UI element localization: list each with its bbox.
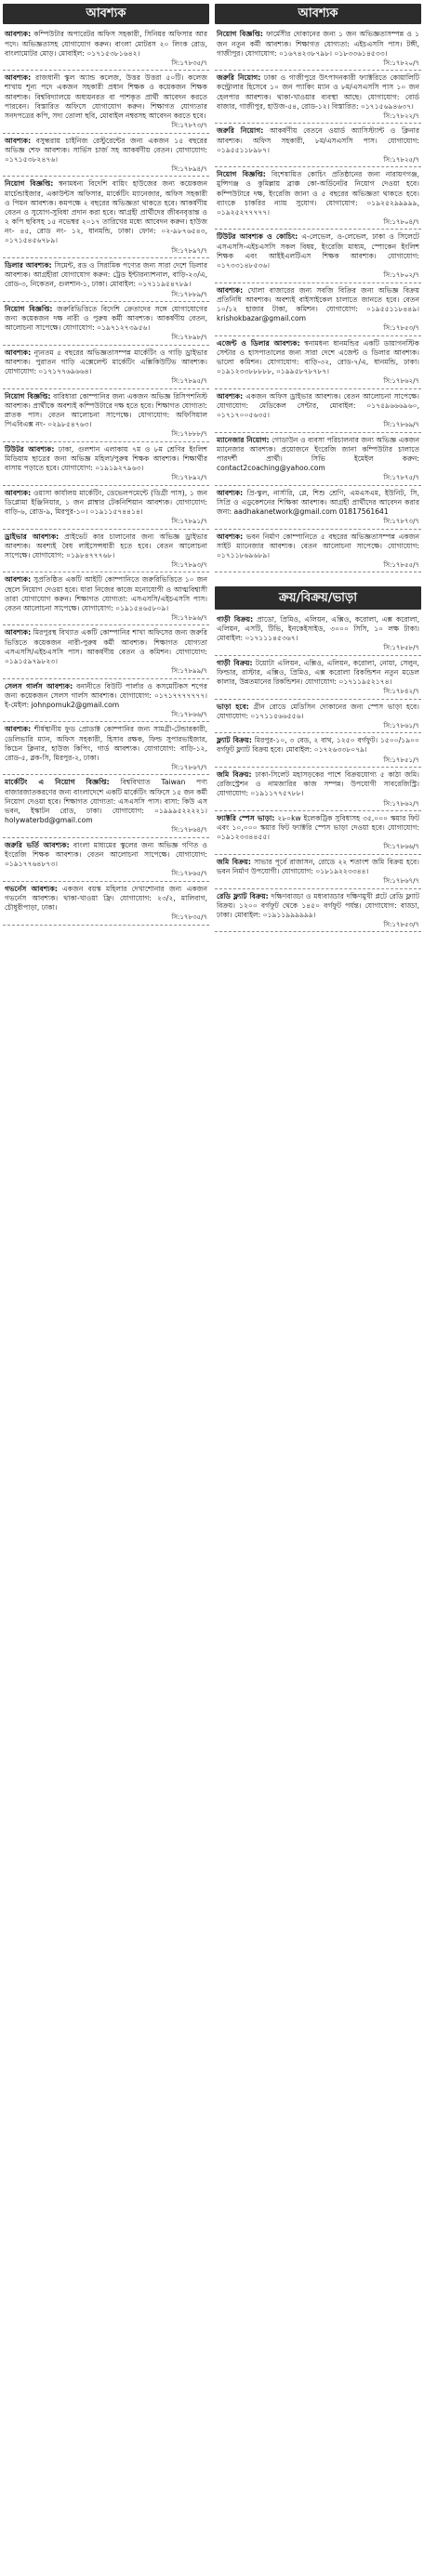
- ad-body: স্বনামধন্য ধানমন্ডির একটি ডায়াগনস্টিক সেন্টার ও হাসপাতালের জন্য সারা দেশে এজেন্ট ও ডিলার আবশ্যক। ভালো কমিশন। যোগাযোগ: বাড়ি-৩২, রোড-৭/এ, ধানমন্ডি, ঢাকা। ০১৯১২৩৩৮৮৮৮৮, ০১৯৯৫৮৭৮৭৮৭।: [217, 338, 419, 376]
- ad-code: সি:১৭৮৬৪/৭: [171, 826, 207, 835]
- ad-separator: [215, 655, 421, 656]
- classified-ad: [215, 613, 421, 654]
- left-column: [3, 4, 209, 2572]
- classified-ad: [3, 883, 209, 924]
- buy-sell-rent-header: ক্রয়/বিক্রয়/ভাড়া: [215, 586, 421, 609]
- ad-body: প্রাডো, প্রিমিও, এলিয়ন, এক্সিও, করোলা, এক্স করোলা, এলিয়ন, এসটি, টিভি, ইনকেইসাইড, ৩০০০ সিসি, ১০ লক্ষ টাকা। মোবাইল: ০১৭১১১৪৫৩৬৭।: [217, 614, 419, 643]
- classified-ad: [215, 284, 421, 335]
- ad-code: সি:১৭৮৫১/৭: [383, 756, 419, 764]
- ad-body: বিশ্ববিখ্যাত Taiwan পণ্য বাজারজাতকরণের জন্য বাংলাদেশে একটি মার্কেটিং অফিসে ১৫ জন কর্মী নিয়োগ দেওয়া হবে। শিক্ষাগত যোগ্যতা: এসএসসি পাস। বাসা: কিউ এস ভবন, ইস্কাটন রোড, ঢাকা। যোগাযোগ: ০১৯৯৯৫২২২২১। holywaterbd@gmail.com: [5, 778, 207, 825]
- ad-code: সি:১৭৮৬৭/৭: [383, 877, 419, 886]
- classified-ad: [215, 28, 421, 69]
- classified-ad: [215, 487, 421, 528]
- ad-heading: ড্রাইভার আবশ্যক:: [5, 532, 60, 541]
- ad-code: সি:১৭৮৬৬/৭: [171, 711, 207, 719]
- ad-separator: [215, 388, 421, 389]
- ad-code: সি:১৭৮৯৮/৭: [171, 334, 207, 342]
- classified-ad: [3, 135, 209, 176]
- classified-ad: [215, 125, 421, 165]
- ad-body: এ-লেভেল, ও-লেভেল, ঢাকা ও সিলেটে এসএসসি-এইচএসসি সকল বিষয়, ইংরেজি মাধ্যম, স্পোকেন ইংলিশ শিক্ষক এবং আইইএলটিএস শিক্ষক আবশ্যক। যোগাযোগ: ০১৭৩৩১৪৮৫৩৬।: [217, 232, 420, 269]
- ad-heading: জরুরি নিয়োগ:: [217, 73, 261, 83]
- classified-ad: [3, 723, 209, 773]
- ad-body: জরুরিভিত্তিতে বিদেশি ক্রেতাদের সঙ্গে যোগাযোগের জন্য কয়েকজন দক্ষ নারী ও পুরুষ কর্মী আবশ্যক। আকর্ষণীয় বেতন, আলোচনা সাপেক্ষে। যোগাযোগ: ০১৯৭১২৭৩৯৫৬।: [5, 304, 207, 333]
- ad-heading: ফ্ল্যাট বিক্রয়:: [217, 736, 252, 745]
- left-section-header: আবশ্যক: [3, 4, 209, 24]
- ad-separator: [3, 485, 209, 486]
- ad-separator: [215, 335, 421, 336]
- classified-ad: [3, 347, 209, 388]
- ad-body: ফার্মেসীর দোকানের জন্য ১ জন অভিজ্ঞতাসম্পন্ন ও ১ জন নতুন কর্মী আবশ্যক। শিক্ষাগত যোগ্যতা: এইচএসসি পাস। টঙ্গী, গাজীপুর। যোগাযোগ: ০১৬৭৪২৩৮৭৯৮। ০১৮৩৩৬১৪৫৩৩।: [217, 30, 420, 58]
- ad-body: ন্যূনতম ৫ বছরের অভিজ্ঞতাসম্পন্ন মার্কেটিং ও গাড়ি ড্রাইভার আবশ্যক। পুরাতন গাড়ি এক্সেলেন্ট মার্কেটিং এক্সিকিউটিভ আবশ্যক। যোগাযোগ: ০১৭১৭৭৬৯৬৬৪।: [5, 348, 207, 376]
- classified-ad: [215, 390, 421, 431]
- classified-ad: [3, 177, 209, 256]
- ad-code: সি:১৭৮৯৭/৭: [171, 246, 207, 255]
- ad-code: সি:১৭৮৯৩/৭: [171, 561, 207, 570]
- classified-ad: [215, 734, 421, 766]
- ad-body: ঢাকা ও গাজীপুরে উৎপাদনকারী ফ্যাক্টরিতে কোয়ালিটি কন্ট্রোলার হিসেবে ১০ জন প্যাকিং ম্যান ও ৮ম/এসএসসি পাস ১০ জন হেলপার আবশ্যক। থাকা-খাওয়ার ব্যবস্থা আছে। যোগাযোগ: বোর্ড বাজার, গাজীপুর, হাউজ-৫৪, রোড-১২। বিস্তারিত: ০১৭১৫৬৯৪৬৩৭।: [217, 73, 419, 111]
- ad-code: সি:১৭৮৬৭/৭: [171, 764, 207, 772]
- ad-code: সি:১৭৮৭৩/৭: [171, 122, 207, 130]
- ad-body: বাংলা মাধ্যমের স্কুলের জন্য অভিজ্ঞ গণিত ও ইংরেজি শিক্ষক আবশ্যক। বেতন আলোচনা সাপেক্ষে। যোগাযোগ: ০১৯১৭৭৬৪৮৭৩।: [5, 840, 208, 869]
- ad-separator: [215, 70, 421, 71]
- classified-ad: [3, 259, 209, 300]
- classified-ad: [3, 72, 209, 131]
- ad-separator: [3, 721, 209, 722]
- ad-heading: গাড়ী বিক্রয়:: [217, 658, 253, 667]
- ad-code: সি:১৭৮৯২/৭: [171, 474, 207, 482]
- ad-body: বনানীতে বিউটি পার্লার ও কসমেটিকস শপের জন্য কয়েকজন সেলস গার্লস আবশ্যক। যোগাযোগ: ০১৭১৭৭৭৭৭৭৭। ই-মেইল: johnpomuk2@gmail.com: [5, 681, 207, 709]
- ad-heading: জরুরি নিয়োগ:: [217, 126, 264, 136]
- ad-heading: আবশ্যক:: [217, 391, 244, 401]
- ad-separator: [215, 888, 421, 889]
- classified-ad: [215, 890, 421, 931]
- ad-body: কম্পিউটার অপারেটর অফিস সহকারী, সিনিয়র অফিসার আর পদে। অভিজ্ঞতাসহ যোগাযোগ করুন। বাংলা মোটরস ২০ লিংক রোড, বাংলামোটর মোড়। মোবাইল: ০১৭১৫৩৮১৬৪২।: [5, 30, 207, 58]
- ad-separator: [215, 699, 421, 700]
- ad-code: সি:১৭৮৪২/৭: [383, 688, 419, 696]
- ad-heading: আবশ্যক:: [217, 488, 244, 497]
- classified-ad: [3, 28, 209, 69]
- ad-heading: আবশ্যক:: [5, 628, 32, 637]
- ad-heading: নিয়োগ বিজ্ঞপ্তি:: [5, 179, 54, 189]
- classified-ad: [3, 573, 209, 624]
- ad-heading: এজেন্ট ও ডিলার আবশ্যক:: [217, 338, 300, 348]
- ad-body: ২৮০kw ইলেকট্রিক সুবিধাসহ ৩৫,০০০ স্কয়ার ফিট এবং ১০,০০০ স্কয়ার ফিট ফ্যাক্টরি স্পেস ভাড়া দেওয়া হবে। যোগাযোগ: ০১৯১২৩৩৪৪৫৫।: [217, 813, 419, 842]
- ad-separator: [215, 166, 421, 167]
- ad-code: সি:১৭৮৮৯/৭: [171, 290, 207, 298]
- ad-heading: আবশ্যক:: [5, 488, 32, 497]
- buy-sell-rent-list: [215, 613, 421, 934]
- ad-separator: [215, 732, 421, 733]
- classified-ad: [215, 769, 421, 809]
- ad-separator: [215, 432, 421, 433]
- ad-heading: রেডি ফ্ল্যাট বিক্রয়:: [217, 891, 269, 900]
- ad-code: সি:১৭৮২৫/৭: [383, 155, 419, 164]
- ad-code: সি:১৭৮৬৬/৭: [383, 843, 419, 851]
- classified-ad: [215, 168, 421, 228]
- ad-separator: [215, 931, 421, 932]
- ad-body: আকর্ষণীয় বেতনে ওয়ার্ড অ্যাসিস্ট্যান্ট ও ক্লিনার আবশ্যক। অফিস সহকারী, ৮ম/এসএসসি পাস। যোগাযোগ: ০১৯৫৫১১৮৯৮৭।: [217, 126, 420, 154]
- classified-ad: [3, 487, 209, 528]
- ad-separator: [3, 837, 209, 838]
- classified-ad: [215, 337, 421, 388]
- right-section-header: আবশ্যক: [215, 4, 421, 24]
- ad-body: স্বনামধন্য বিদেশি বায়িং হাউজের জন্য কয়েকজন মার্চেন্ডাইজার, একাউন্টস অফিসার, মার্কেটিং ম্যানেজার, অফিস সহকারী ও পিয়ন আবশ্যক। কমপক্ষে ২ বছরের অভিজ্ঞতা থাকতে হবে। আকর্ষণীয় বেতন ও সুযোগ-সুবিধা প্রদান করা হবে। আগ্রহী প্রার্থীদের জীবনবৃত্তান্ত ও ২ কপি ছবিসহ ১৫ নভেম্বর ২০১৭ তারিখের মধ্যে আবেদন করুন। হাউজ নং- ৪৫, রোড নং- ১২, ধানমন্ডি, ঢাকা। ফোন: ০২-৯৮৭৬৫৪৩, ০১৭১৫৪৫৬৭৮৯।: [5, 179, 207, 245]
- ad-heading: আবশ্যক:: [5, 136, 32, 145]
- ad-code: সি:১৭৮৬৫/৭: [171, 870, 207, 878]
- ad-heading: সেলস গার্লস আবশ্যক:: [5, 681, 73, 690]
- ad-heading: নিয়োগ বিজ্ঞপ্তি:: [5, 391, 51, 401]
- ad-heading: গভর্নেস আবশ্যক:: [5, 884, 58, 893]
- ad-separator: [3, 176, 209, 177]
- ad-code: সি:১৭৮৫৮/৭: [383, 644, 419, 652]
- ad-body: গোডাউন ও ব্যবসা পরিচালনার জন্য অভিজ্ঞ একজন ম্যানেজার আবশ্যক। প্রয়োজনে ইংরেজি জানা কম্পিউটার চালাতে পারদর্শী প্রার্থী। সিভি ইমেইল করুন: contact2coaching@yahoo.com: [217, 435, 419, 473]
- ad-code: সি:১৭৮০২/৭: [383, 271, 419, 280]
- ad-separator: [3, 678, 209, 679]
- classified-ad: [215, 856, 421, 887]
- classified-ad: [3, 303, 209, 344]
- classified-ad: [215, 72, 421, 122]
- ad-body: সিমেন্ট, রড ও সিরামিক পণ্যের জন্য সারা দেশে ডিলার আবশ্যক। আগ্রহীরা যোগাযোগ করুন: ট্রেড ইন্টারন্যাশনাল, বাড়ি-২৩/এ, রোড-৩, নিকেতন, গুলশান-১, ঢাকা। মোবাইল: ০১৭১১৯৫৪৭৮৯।: [5, 261, 208, 289]
- ad-code: সি:১৭৮৯১/৭: [171, 518, 207, 526]
- classified-ad: [215, 230, 421, 281]
- ad-separator: [3, 881, 209, 882]
- ad-body: একজন বয়স্ক মহিলার দেখাশোনার জন্য একজন গভর্নেস আবশ্যক। থাকা-খাওয়া ফ্রি। যোগাযোগ: ২৩/২, মালিবাগ, চৌধুরীপাড়া, ঢাকা।: [5, 884, 207, 912]
- ad-code: সি:১৭৮৯৬/৭: [171, 614, 207, 623]
- ad-separator: [215, 485, 421, 486]
- ad-code: সি:১৭৮৯৯/৭: [171, 667, 207, 676]
- ad-heading: আবশ্যক:: [5, 30, 32, 39]
- ad-body: দক্ষিণবাড্ডা ও মধ্যবাড্ডার দক্ষিণমুখী প্লটে রেডি ফ্ল্যাট বিক্রয়। ১২০০ বর্গফুট থেকে ১৪৫০ বর্গফুট পর্যন্ত। যোগাযোগ: বাড্ডা, ঢাকা। মোবাইল: ০১৯১১৯৯৯৯৯৯।: [217, 891, 420, 919]
- ad-body: টয়োটা এলিয়ন, এক্সিও, এলিয়ন, করোলা, নোয়া, সেলুন, ফিল্ডার, রাস্টার, এক্সিও, প্রিমিও, এক্স করোলা রিকন্ডিশন নতুন মডেল কালার, উন্নতমানের রিকন্ডিশন। যোগাযোগ: ০১৭১১৯৫২১৭৪।: [217, 658, 419, 687]
- ad-heading: জরুরি ভর্তি আবশ্যক:: [5, 840, 70, 849]
- ad-separator: [215, 123, 421, 124]
- classified-ad: [215, 434, 421, 484]
- ad-heading: মার্কেটিং এ নিয়োগ বিজ্ঞপ্তি:: [5, 778, 110, 787]
- ad-separator: [215, 767, 421, 768]
- ad-heading: নিয়োগ বিজ্ঞপ্তি:: [217, 170, 266, 179]
- ad-code: সি:১৭৮৬৯/৭: [383, 421, 419, 429]
- ad-heading: আবশ্যক:: [5, 575, 32, 585]
- ad-body: ভবন নির্মাণ কোম্পানিতে ৫ বছরের অভিজ্ঞতাসম্পন্ন একজন সাইট ম্যানেজার আবশ্যক। বেতন আলোচনা সাপেক্ষে। যোগাযোগ: ০১৭১১৮৬৯৬৮৯।: [217, 532, 419, 559]
- ad-code: সি:১৭৮৬২/৭: [383, 799, 419, 808]
- ad-code: সি:১৭৮৭৩/৭: [383, 518, 419, 526]
- ad-separator: [3, 774, 209, 775]
- right-ads-list: [215, 28, 421, 573]
- ad-separator: [3, 70, 209, 71]
- ad-heading: গাড়ী বিক্রয়:: [217, 614, 254, 624]
- classified-ad: [3, 390, 209, 440]
- ad-heading: আবশ্যক:: [5, 348, 32, 357]
- ad-code: সি:১৭৮৯৫/৭: [171, 377, 207, 386]
- ad-code: সি:১৭৮০৪/৭: [383, 218, 419, 227]
- right-column: [215, 4, 421, 2572]
- ad-heading: টিউটর আবশ্যক:: [5, 444, 55, 453]
- ad-separator: [3, 301, 209, 302]
- ad-body: প্রি-স্কুল, নার্সারি, প্লে, শিশু শ্রেণি, এমএসএম, ইউনিট, সি, সিপ্রি ও এডুকেশনের শিক্ষিকা আবশ্যক। আগ্রহী প্রার্থীদের আবেদন করার জন্য: aadhakanetwork@gmail.com 01817561641: [217, 488, 419, 516]
- ad-body: ঢাকা, গুলশান এলাকায় ৭ম ও ৮ম শ্রেণির ইংলিশ মিডিয়াম ছাত্রের জন্য অভিজ্ঞ মহিলা/পুরুষ শিক্ষক আবশ্যক। শিক্ষার্থীর বাসায় পড়াতে হবে। যোগাযোগ: ০১৯১৯২৭৯৬৩।: [5, 444, 208, 473]
- ad-code: সি:১৭৮৬২/৭: [383, 377, 419, 386]
- ad-heading: টিউটর আবশ্যক ও কোচিং:: [217, 232, 298, 242]
- ad-separator: [215, 810, 421, 811]
- ad-heading: জমি বিক্রয়:: [217, 857, 251, 866]
- ad-code: সি:১৭৮৫৩/৭: [383, 921, 419, 929]
- ad-heading: আবশ্যক:: [217, 285, 244, 295]
- classified-ad: [3, 531, 209, 572]
- ad-code: সি:১৭৮২২/৭: [383, 112, 419, 120]
- ad-body: সাভার পূর্বে রাজাসন, রোডে ২২ শতাংশ জমি বিক্রয় হবে। ভবন নির্মাণ উপযোগী। যোগাযোগ: ০১৮১৯২২৩৩৪৪।: [217, 857, 419, 875]
- ad-body: শীর্ষস্থানীয় ফুড প্রোডাক্ট কোম্পানির জন্য সামগ্রী-টেন্ডারকারী, ডেলিভারি ম্যান, অফিস সহকারী, হিসাব রক্ষক, ফিল্ড সুপারভাইজার, কিচেন ক্লিনার, হাউজ কিপিং, গার্ড আবশ্যক। যোগাযোগ: বাড়ি-১২, রোড-৫, ব্লক-সি, মিরপুর-২, ঢাকা।: [5, 725, 207, 762]
- ad-heading: ডিলার আবশ্যক:: [5, 261, 52, 269]
- ad-body: খোলা বাজারের জন্য সবজি বিক্রির জন্য অভিজ্ঞ বিক্রয় প্রতিনিধি আবশ্যক। অবশ্যই বাইসাইকেল চালাতে জানতে হবে। বেতন ১০/১২ হাজার টাকা, কমিশন। যোগাযোগ: ০১৯৫৫১১৮৪৪৯। krishokbazar@gmail.com: [217, 285, 419, 323]
- ad-separator: [3, 624, 209, 625]
- ad-body: বারিধারা কোম্পানির জন্য একজন অভিজ্ঞ রিসিপশনিস্ট আবশ্যক। প্রার্থীকে অবশ্যই কম্পিউটারে দক্ষ হতে হবে। শিক্ষাগত যোগ্যতা: স্নাতক পাস। বেতন আলোচনা সাপেক্ষে। যোগাযোগ: অফিসিয়াল পিএবিএক্স নং- ০২৯৮৫৪৭৬৩।: [5, 391, 207, 429]
- ad-separator: [3, 925, 209, 926]
- ad-separator: [3, 257, 209, 258]
- classified-ad: [215, 531, 421, 572]
- ad-body: বসুন্ধরায় চাইনিজ রেস্টুরেন্টের জন্য একজন ১৫ বছরের অভিজ্ঞ শেফ আবশ্যক। সার্ভিস চার্জ সহ আকর্ষণীয় বেতন। যোগাযোগ: ০১৭১৫৩৮২৪৭৬।: [5, 136, 207, 164]
- left-ads-list: [3, 28, 209, 926]
- ad-separator: [215, 229, 421, 230]
- classified-ad: [3, 680, 209, 721]
- ad-heading: ভাড়া হবে:: [217, 702, 249, 711]
- ad-body: একজন অফিস ড্রাইভার আবশ্যক। বেতন আলোচনা সাপেক্ষে। যোগাযোগ: মেডিকেল সেন্টার, মোবাইল: ০১৭৫৯৬৬৬৯৬০, ০১৭১৭০০৫৬৩৫।: [217, 391, 419, 420]
- ad-heading: জমি বিক্রয়:: [217, 770, 252, 780]
- ad-code: সি:১৭৮৩৫/৭: [171, 913, 207, 922]
- ad-heading: নিয়োগ বিজ্ঞপ্তি:: [217, 30, 263, 39]
- ad-body: প্রাইভেট কার চালানোর জন্য অভিজ্ঞ ড্রাইভার আবশ্যক। অবশ্যই বৈধ লাইসেন্সধারী হতে হবে। বেতন আলোচনা সাপেক্ষে। যোগাযোগ: ০১৯৮৪৭৭৭৬৮।: [5, 532, 208, 559]
- ad-separator: [3, 441, 209, 442]
- ad-code: সি:১৭৮২০/৭: [383, 59, 419, 67]
- section-gap: [215, 573, 421, 586]
- classified-ad: [3, 626, 209, 677]
- ad-code: সি:১৭৮৬১/৭: [383, 721, 419, 729]
- ad-code: সি:১৭৮৮৮/৭: [171, 430, 207, 439]
- classified-ad: [3, 839, 209, 880]
- ad-heading: ফ্যাক্টরি স্পেস ভাড়া:: [217, 813, 275, 822]
- ad-body: সুপ্রতিষ্ঠিত একটি আইটি কোম্পানিতে জরুরিভিত্তিতে ১০ জন ছেলে নিয়োগ দেওয়া হবে। যারা নিজের কাজে মনোযোগী ও আত্মবিশ্বাসী তারা যোগাযোগ করুন। শিক্ষাগত যোগ্যতা: এসএসসি/এইচএসসি পাস। বেতন আলোচনা সাপেক্ষে। যোগাযোগ: ০১৯১৫৪৬৫৮০৯।: [5, 575, 207, 612]
- ad-separator: [3, 388, 209, 389]
- ad-body: রাজধানী স্কুল অ্যান্ড কলেজ, উত্তর উত্তরা ৫০টি। কলেজ শাখায় শূন্য পদে একজন সহকারী প্রধান শিক্ষক ও কয়েকজন শিক্ষক আবশ্যক। বিশ্ববিদ্যালয়ে অধ্যয়নরত বা পাশকৃত প্রার্থী আবেদন করতে পারবেন। বিস্তারিত অফিসে যোগাযোগ করুন। শিক্ষাগত যোগ্যতার সনদপত্রের কপি, সদ্য তোলা ছবি, মোবাইল নম্বরসহ আবেদন করতে হবে।: [5, 73, 208, 120]
- classified-ad: [3, 776, 209, 835]
- ad-heading: ম্যানেজার নিয়োগ:: [217, 435, 270, 444]
- classified-ad: [215, 701, 421, 732]
- ad-heading: নিয়োগ বিজ্ঞপ্তি:: [5, 304, 53, 313]
- ad-body: বিশেষায়িত কোচিং প্রতিষ্ঠানের জন্য নারায়ণগঞ্জ, মুন্সিগঞ্জ ও কুমিল্লায় ব্রাঞ্চ কো-অর্ডিনেটর নিয়োগ দেওয়া হবে। কম্পিউটারে দক্ষ, ইংরেজি জানা ও ৫ বছরের অভিজ্ঞতা থাকতে হবে। ব্যাংকে চাকরির ন্যায় সুযোগ। যোগাযোগ: ০১৯২৫২৯৯৯৯৯, ০১৯২৫২৭৭৭৭৭।: [217, 170, 419, 217]
- classified-ad: [215, 812, 421, 853]
- ad-separator: [215, 854, 421, 855]
- ad-separator: [3, 529, 209, 530]
- ad-separator: [215, 529, 421, 530]
- ad-heading: আবশ্যক:: [5, 73, 32, 83]
- ad-heading: আবশ্যক:: [5, 725, 32, 734]
- ad-code: সি:১৭৮৫৩/৭: [383, 324, 419, 333]
- ad-body: ঢাকা-সিলেট মহাসড়কের পাশে বিক্রয়যোগ্য ৫ কাঠা জমি। রেজিস্ট্রেশন ও নামজারির কাজ সম্পন্ন। উপযোগী সাবরেজিস্ট্রি। যোগাযোগ: ০১৯১১৭৭৫৭৮৮।: [217, 770, 419, 798]
- ad-body: মিরপুর-১০, ৩ বেড, ২ বাথ, ১২৫০ বর্গফুট। ১৫০০/১৯০০ বর্গফুট ফ্ল্যাট বিক্রয় হবে। মোবাইল: ০১৭২৬৩৩৮০৭৯।: [217, 736, 419, 755]
- ad-body: গ্রীন রোডে মেডিসিন দোকানের জন্য স্পেস ভাড়া হবে। যোগাযোগ: ০১৭১১৫৬৬৫৫৬।: [217, 702, 420, 720]
- ad-body: ওয়াসা কার্যালয় মার্কেটিং, ডেভেলপমেন্টে (ডিগ্রী পাস), ১ জন ডিপ্লোমা ইঞ্জিনিয়ার, ১ জন প্লাম্বার টেকনিশিয়ান আবশ্যক। যোগাযোগ: বাড়ি-৬, রোড-৯, মিরপুর-১০। ০১৯১১৫৭৪৪১৪।: [5, 488, 208, 516]
- ad-separator: [3, 345, 209, 346]
- classified-ad: [215, 657, 421, 698]
- ad-code: সি:১৭৮৯৪/৭: [171, 165, 207, 174]
- ad-body: মিরপুরস্থ বিখ্যাত একটি কোম্পানির শাখা অফিসের জন্য জরুরি ভিত্তিতে কয়েকজন নারী-পুরুষ কর্মী আবশ্যক। শিক্ষাগত যোগ্যতা এসএসসি/এইচএসসি পাস। আকর্ষণীয় বেতন ও কমিশন। যোগাযোগ: ০১৯১৫৯৭৯৮২৩।: [5, 628, 207, 665]
- ad-separator: [3, 133, 209, 134]
- classified-ad: [3, 443, 209, 484]
- ad-code: সি:১৭৮৩৫/৭: [171, 59, 207, 67]
- ad-heading: আবশ্যক:: [217, 532, 244, 541]
- ad-code: সি:১৭৮৫৫/৭: [383, 561, 419, 570]
- ad-code: সি:১৭৮৭৫/৭: [383, 474, 419, 482]
